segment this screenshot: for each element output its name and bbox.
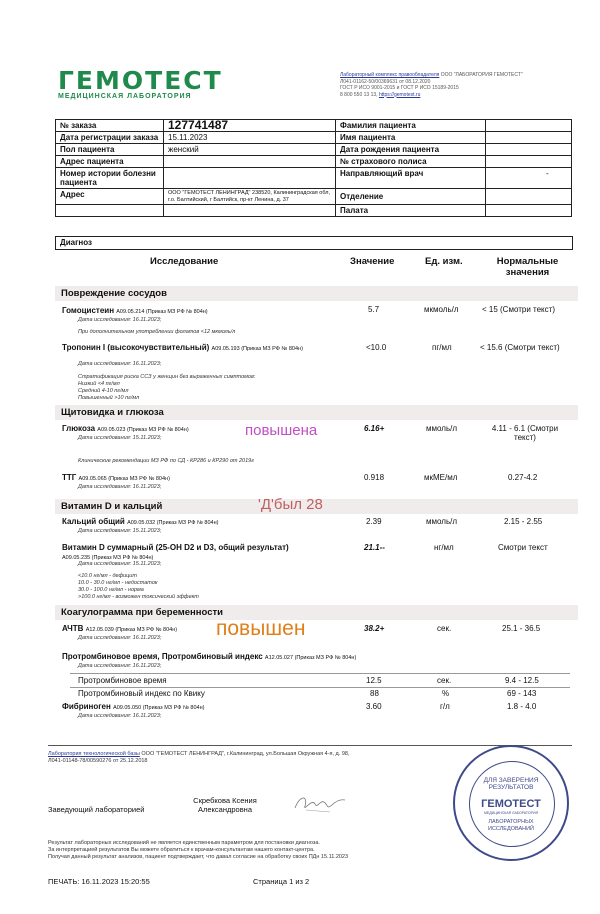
address-label: Адрес: [56, 189, 164, 205]
value-calcium: 2.39: [366, 517, 382, 526]
unit-troponin: пг/мл: [432, 343, 452, 352]
handwritten-note-vitd: 'Д'был 28: [258, 496, 323, 513]
unit-pt-index: %: [442, 689, 450, 698]
test-date: Дата исследования: 16.11.2023;: [78, 663, 162, 669]
test-code: A09.05.065 (Приказ МЗ РФ № 804н): [78, 476, 170, 482]
test-tsh: [62, 473, 170, 482]
empty-cell: [164, 205, 336, 217]
stamp-top-text: ДЛЯ ЗАВЕРЕНИЯ РЕЗУЛЬТАТОВ: [483, 777, 539, 791]
comment-line: >100.0 нг/мл - возможен токсический эффект: [78, 594, 199, 600]
test-date: Дата исследования: 16.11.2023;: [78, 713, 162, 719]
section-vessels: Повреждение сосудов: [55, 286, 578, 301]
section-vitamin-d: Витамин D и кальций: [55, 499, 578, 514]
test-name: АЧТВ: [62, 624, 84, 633]
unit-calcium: ммоль/л: [426, 517, 457, 526]
col-unit: Ед. изм.: [425, 256, 463, 267]
history-value: [164, 168, 336, 189]
test-code: A09.05.214 (Приказ МЗ РФ № 804н): [116, 309, 208, 315]
unit-fibrinogen: г/л: [440, 702, 450, 711]
phone: 8 800 550 13 13,: [340, 91, 379, 98]
unit-aptt: сек.: [437, 624, 452, 633]
norm-calcium: 2.15 - 2.55: [504, 517, 543, 526]
test-date: Дата исследования: 16.11.2023;: [78, 635, 162, 641]
address-value: ООО "ГЕМОТЕСТ ЛЕНИНГРАД" 238520, Калининградская обл, г.о. Балтийский, г Балтийск, пр-кт Ленина, д. 37: [164, 189, 336, 205]
value-homocysteine: 5.7: [368, 305, 380, 314]
order-label: № заказа: [56, 120, 164, 132]
comment-line: <10.0 нг/мл - дефицит: [78, 573, 137, 579]
doctor-value: -: [486, 168, 572, 189]
license-info: [340, 72, 585, 98]
stamp-bottom-text: ЛАБОРАТОРНЫХ ИССЛЕДОВАНИЙ: [487, 819, 535, 832]
col-value: Значение: [350, 256, 395, 267]
lab-base-info: [48, 751, 448, 765]
col-norm: Нормальные значения: [496, 256, 559, 278]
divider: [70, 687, 570, 688]
reg-date-label: Дата регистрации заказа: [56, 132, 164, 144]
empty-cell: [56, 205, 164, 217]
history-label: Номер истории болезни пациента: [56, 168, 164, 189]
license-gost: ГОСТ Р ИСО 9001-2015 и ГОСТ Р ИСО 15189-2015: [340, 85, 459, 91]
norm-tsh: 0.27-4.2: [508, 473, 538, 482]
subtest-pt-index: Протромбиновый индекс по Квику: [78, 689, 205, 698]
test-name: Фибриноген: [62, 702, 111, 711]
unit-vitamin-d: нг/мл: [434, 543, 454, 552]
norm-pt-index: 69 - 143: [507, 689, 537, 698]
test-code: A12.05.027 (Приказ МЗ РФ № 804н): [264, 655, 357, 661]
order-number: 127741487: [164, 120, 336, 132]
unit-glucose: ммоль/л: [426, 424, 457, 433]
value-glucose: 6.16+: [364, 424, 385, 433]
test-code: A09.05.193 (Приказ МЗ РФ № 804н): [211, 346, 303, 352]
section-coagulation: Коагулограмма при беременности: [55, 605, 578, 620]
sex-label: Пол пациента: [56, 144, 164, 156]
lab-base-text: ООО "ГЕМОТЕСТ ЛЕНИНГРАД", г.Калининград, ул.Большая Окружная 4-я, д. 98,: [139, 751, 350, 757]
test-vitamin-d: [62, 543, 332, 561]
norm-glucose: 4.11 - 6.1 (Смотри текст): [491, 424, 559, 442]
stamp-logo: ГЕМОТЕСТ: [481, 798, 541, 810]
unit-tsh: мкМЕ/мл: [424, 473, 458, 482]
unit-homocysteine: мкмоль/л: [424, 305, 459, 314]
website-link[interactable]: https://gemotest.ru: [378, 91, 421, 98]
test-homocysteine: [62, 306, 208, 315]
license-number: Л041-01162-50/00369631 от 08.12.2020: [340, 78, 431, 85]
norm-vitamin-d: Смотри текст: [498, 543, 548, 552]
logo-subtitle: МЕДИЦИНСКАЯ ЛАБОРАТОРИЯ: [58, 93, 192, 100]
certification-stamp-icon: [453, 745, 569, 861]
comment-line: Повышенный >10 пг/мл: [78, 395, 140, 401]
department-label: Отделение: [336, 189, 486, 205]
patient-info-table: [55, 119, 572, 217]
norm-fibrinogen: 1.8 - 4.0: [507, 702, 537, 711]
divider: [70, 673, 570, 674]
footer-divider: [48, 745, 572, 746]
comment-line: Стратификация риска ССЗ у женщин без выраженных симптомов:: [78, 374, 256, 380]
ward-value: [486, 205, 572, 217]
comment-line: 10.0 - 30.0 нг/мл - недостаток: [78, 580, 158, 586]
test-code: A12.05.039 (Приказ МЗ РФ № 804н): [85, 627, 178, 633]
value-tsh: 0.918: [364, 473, 385, 482]
test-aptt: [62, 624, 177, 633]
surname-value: [486, 120, 572, 132]
reg-date-value: 15.11.2023: [164, 132, 336, 144]
test-date: Дата исследования: 15.11.2023;: [78, 435, 162, 441]
test-code: A09.05.023 (Приказ МЗ РФ № 804н): [97, 427, 189, 433]
department-value: [486, 189, 572, 205]
name-value: [486, 132, 572, 144]
test-code: A09.05.032 (Приказ МЗ РФ № 804н): [127, 520, 219, 526]
test-glucose: [62, 424, 189, 433]
test-comment: [78, 573, 199, 601]
test-code: A09.05.050 (Приказ МЗ РФ № 804н): [113, 705, 205, 711]
lab-base-link[interactable]: Лаборатория технологической базы: [48, 751, 140, 757]
signature-icon: [290, 790, 350, 818]
disclaimer-line: Получая данный результат анализов, пациент подтверждает, что давал согласие на обработку своих ПДн 15.11.2023: [48, 854, 349, 860]
test-date: Дата исследования: 16.11.2023;: [78, 361, 162, 367]
disclaimer: [48, 840, 448, 861]
patient-address-value: [164, 156, 336, 168]
doctor-label: Направляющий врач: [336, 168, 486, 189]
license-link[interactable]: Лабораторный комплекс правообладателя: [340, 72, 440, 78]
logo-text: ГЕМОТЕСТ: [58, 66, 223, 95]
comment-line: Средний 4-10 пг/мл: [78, 388, 129, 394]
ward-label: Палата: [336, 205, 486, 217]
value-pt-index: 88: [370, 689, 379, 698]
test-comment: Клинические рекомендации МЗ РФ по СД - КР286 и КР290 от 2019г: [78, 458, 254, 464]
value-fibrinogen: 3.60: [366, 702, 382, 711]
test-comment: [78, 374, 255, 402]
dob-label: Дата рождения пациента: [336, 144, 486, 156]
policy-value: [486, 156, 572, 168]
head-of-lab-name: Скребкова Ксения Александровна: [193, 796, 257, 814]
lab-base-license: Л041-01148-78/00590276 от 25.12.2018: [48, 758, 148, 764]
test-name: Протромбиновое время, Протромбиновый индекс: [62, 652, 263, 661]
value-troponin: <10.0: [366, 343, 387, 352]
test-name: Кальций общий: [62, 517, 125, 526]
disclaimer-line: Результат лабораторных исследований не является единственным параметром для постановки диагноза.: [48, 840, 320, 846]
norm-homocysteine: < 15 (Смотри текст): [482, 305, 555, 314]
stamp-sub: МЕДИЦИНСКАЯ ЛАБОРАТОРИЯ: [483, 811, 539, 815]
handwritten-note-aptt: повышен: [216, 617, 306, 640]
test-name: Глюкоза: [62, 424, 96, 433]
test-date: Дата исследования: 15.11.2023;: [78, 561, 162, 567]
section-thyroid: Щитовидка и глюкоза: [55, 405, 578, 420]
print-timestamp: ПЕЧАТЬ: 16.11.2023 15:20:55: [48, 877, 150, 886]
comment-line: Низкий <4 пг/мл: [78, 381, 120, 387]
test-name: Витамин D суммарный (25-OH D2 и D3, общий результат): [62, 543, 289, 552]
value-aptt: 38.2+: [364, 624, 385, 633]
head-of-lab-label: Заведующий лабораторией: [48, 805, 145, 814]
test-troponin: [62, 343, 332, 352]
test-fibrinogen: [62, 702, 204, 711]
subtest-pt-time: Протромбиновое время: [78, 676, 167, 685]
col-test: Исследование: [150, 256, 219, 267]
handwritten-note-glucose: повышена: [245, 422, 318, 439]
value-pt-time: 12.5: [366, 676, 382, 685]
disclaimer-line: За интерпретацией результатов Вы можете обратиться к врачам-консультантам нашего контакт-центра.: [48, 847, 315, 853]
comment-line: 30.0 - 100.0 нг/мл - норма: [78, 587, 144, 593]
test-date: Дата исследования: 16.11.2023;: [78, 484, 162, 490]
test-calcium: [62, 517, 218, 526]
test-code: A09.05.235 (Приказ МЗ РФ № 804н): [62, 555, 154, 561]
test-date: Дата исследования: 16.11.2023;: [78, 317, 162, 323]
name-label: Имя пациента: [336, 132, 486, 144]
test-name: Гомоцистеин: [62, 306, 115, 315]
dob-value: [486, 144, 572, 156]
norm-troponin: < 15.6 (Смотри текст): [480, 343, 560, 352]
norm-pt-time: 9.4 - 12.5: [505, 676, 539, 685]
test-comment: При дополнительном употреблении фолатов <12 мкмоль/л: [78, 329, 236, 335]
value-vitamin-d: 21.1--: [364, 543, 385, 552]
unit-pt-time: сек.: [437, 676, 452, 685]
license-org: ООО "ЛАБОРАТОРИЯ ГЕМОТЕСТ": [439, 72, 523, 78]
test-prothrombin: [62, 652, 356, 661]
patient-address-label: Адрес пациента: [56, 156, 164, 168]
sex-value: женский: [164, 144, 336, 156]
diagnosis-field: Диагноз: [55, 236, 573, 250]
test-date: Дата исследования: 15.11.2023;: [78, 528, 162, 534]
surname-label: Фамилия пациента: [336, 120, 486, 132]
norm-aptt: 25.1 - 36.5: [502, 624, 541, 633]
company-logo: [58, 66, 223, 100]
page-number: Страница 1 из 2: [253, 877, 310, 886]
test-name: Тропонин I (высокочувствительный): [62, 343, 210, 352]
policy-label: № страхового полиса: [336, 156, 486, 168]
test-name: ТТГ: [62, 473, 77, 482]
